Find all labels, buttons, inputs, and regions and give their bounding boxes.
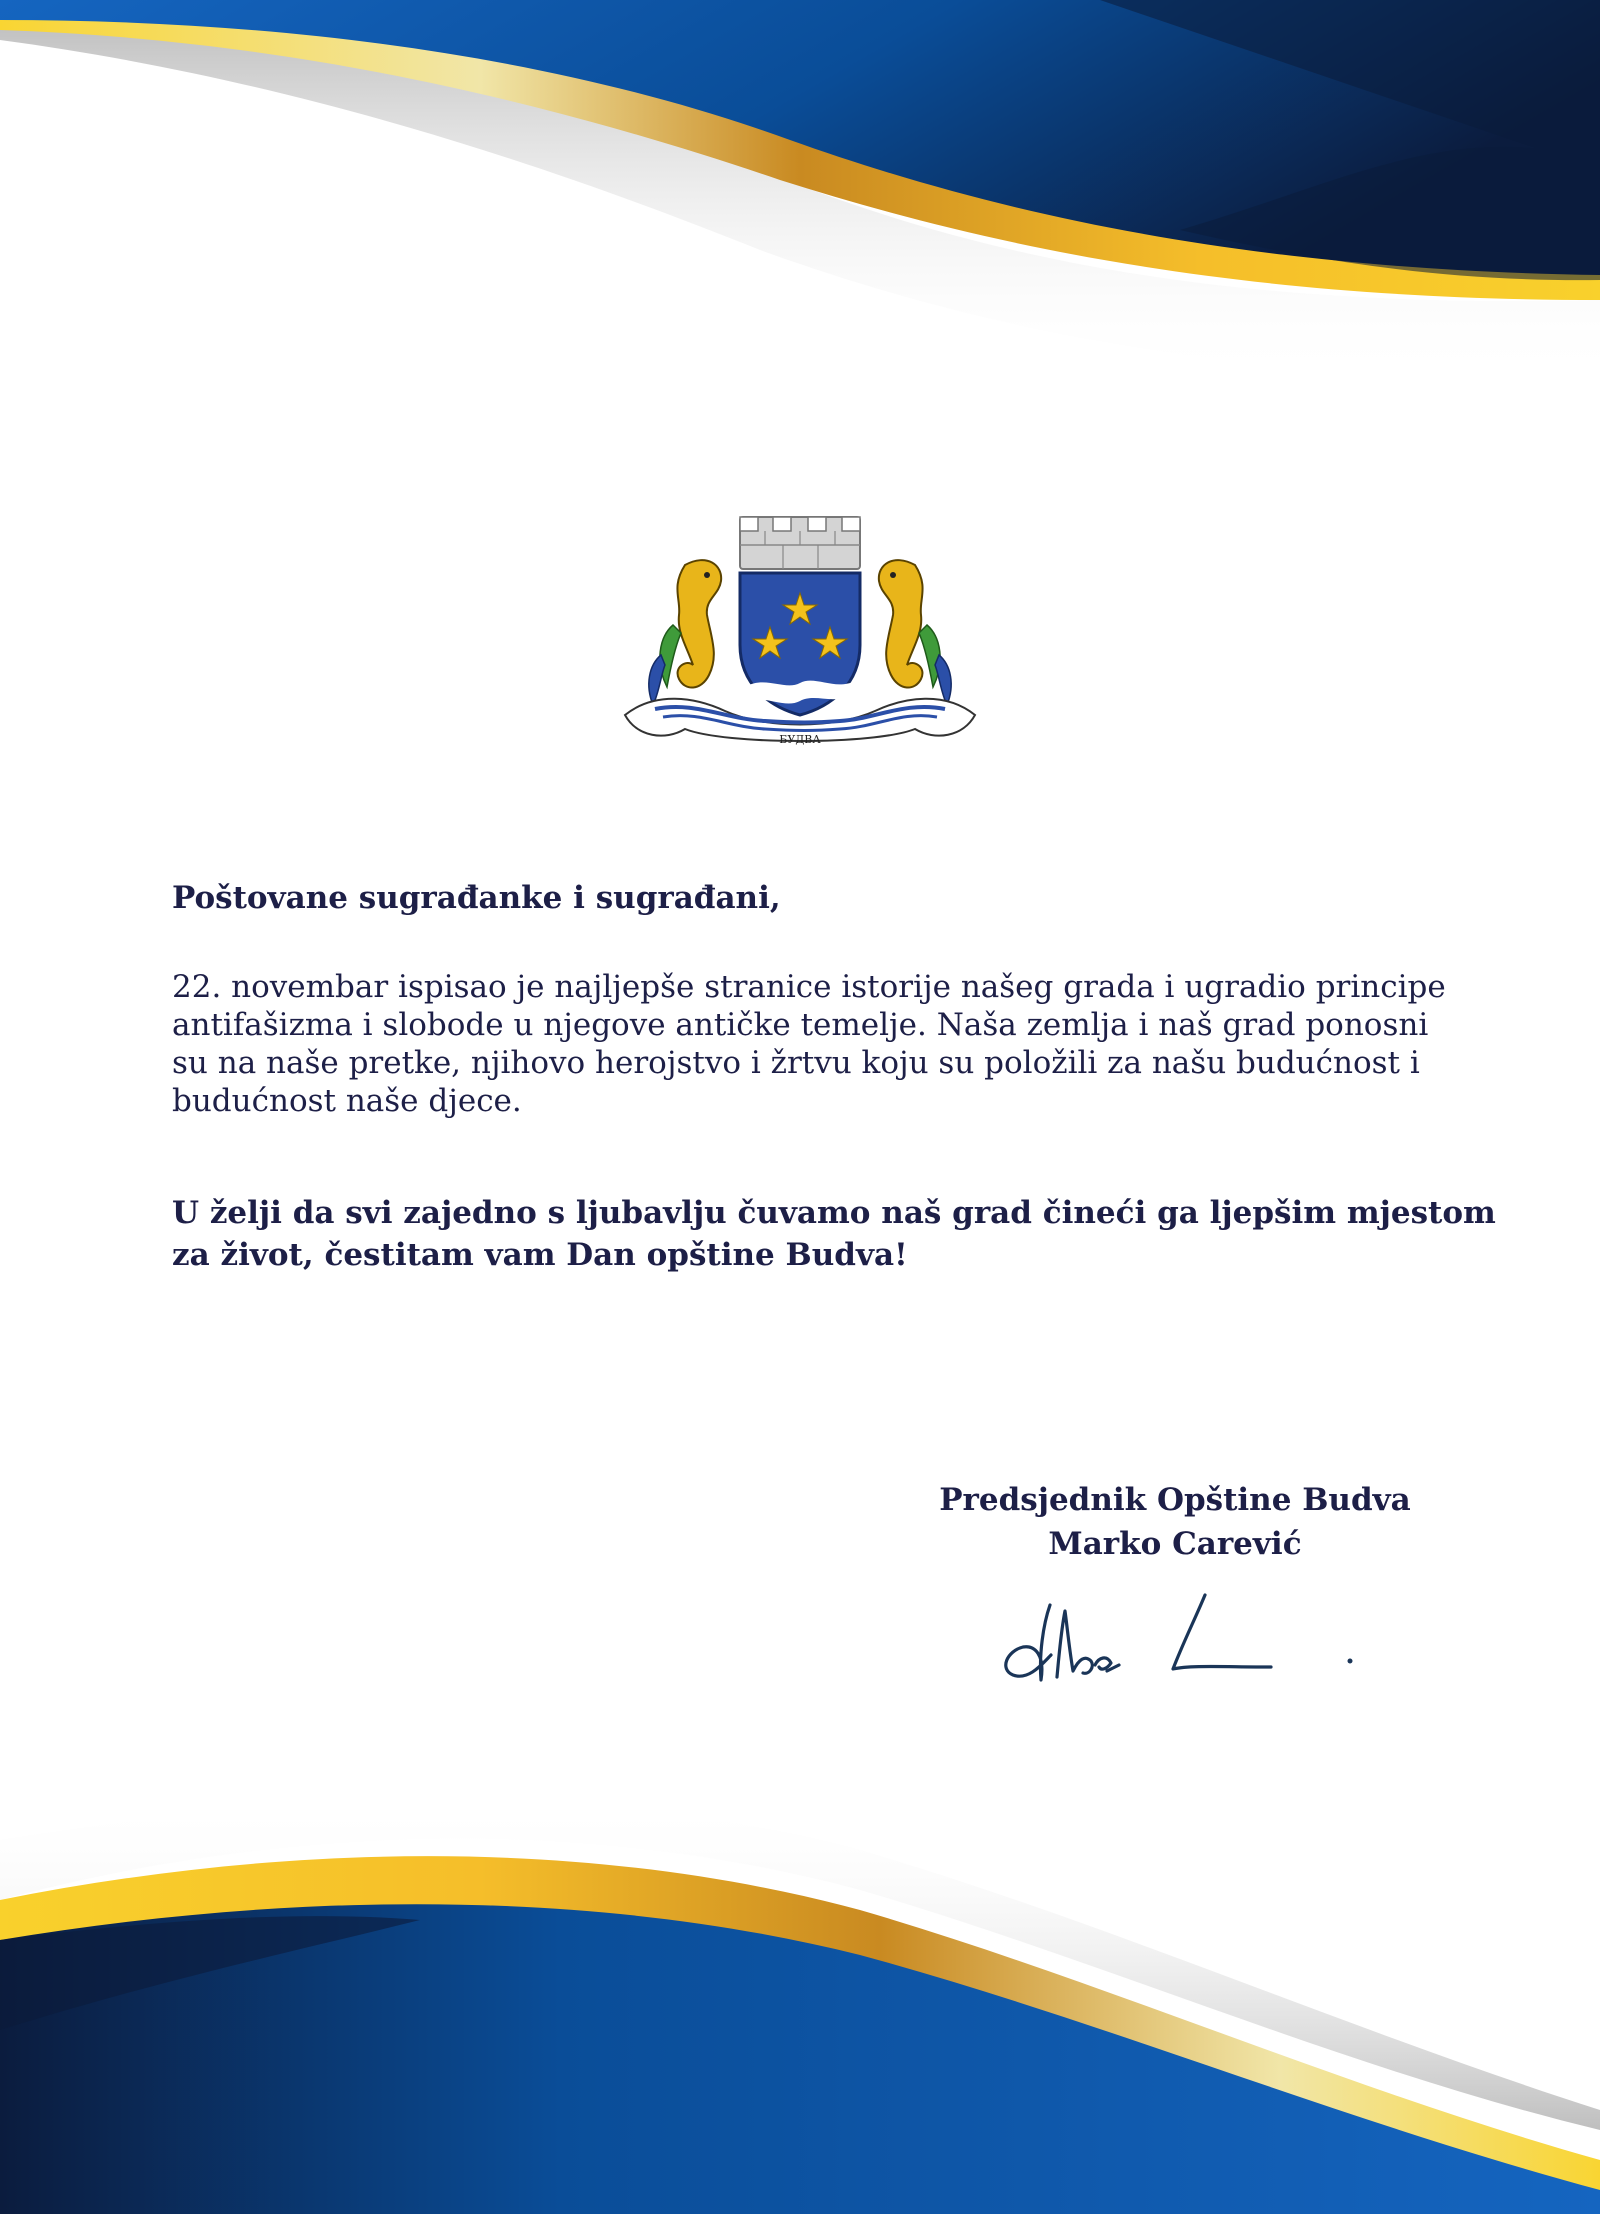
- body-line: 22. novembar ispisao je najljepše stranice istorije našeg grada i ugradio principe: [172, 969, 1446, 1005]
- handwritten-signature-icon: [995, 1585, 1370, 1695]
- top-wave-decoration: [0, 0, 1600, 390]
- right-seahorse-icon: [879, 560, 951, 705]
- closing-line: za život, čestitam vam Dan opštine Budva!: [172, 1237, 908, 1273]
- bottom-wave-decoration: [0, 1780, 1600, 2214]
- signatory-title: Predsjednik Opštine Budva: [939, 1482, 1411, 1518]
- body-line: antifašizma i slobode u njegove antičke temelje. Naša zemlja i naš grad ponosni: [172, 1007, 1429, 1043]
- body-line: budućnost naše djece.: [172, 1083, 522, 1119]
- signatory-name: Marko Carević: [1048, 1526, 1302, 1562]
- letter-body: [172, 968, 1446, 1120]
- closing-line: U želji da svi zajedno s ljubavlju čuvamo naš grad čineći ga ljepšim mjestom: [172, 1195, 1496, 1231]
- shield-icon: [740, 573, 860, 715]
- letter-closing: [172, 1192, 1496, 1276]
- letter-greeting: Poštovane sugrađanke i sugrađani,: [172, 880, 781, 916]
- ribbon-text: БУДВА: [779, 733, 821, 746]
- body-line: su na naše pretke, njihovo herojstvo i žrtvu koju su položili za našu budućnost i: [172, 1045, 1420, 1081]
- coat-of-arms-emblem: [615, 515, 985, 755]
- tower-crown-icon: [740, 517, 860, 569]
- left-seahorse-icon: [649, 560, 721, 705]
- signatory-block: [900, 1478, 1450, 1566]
